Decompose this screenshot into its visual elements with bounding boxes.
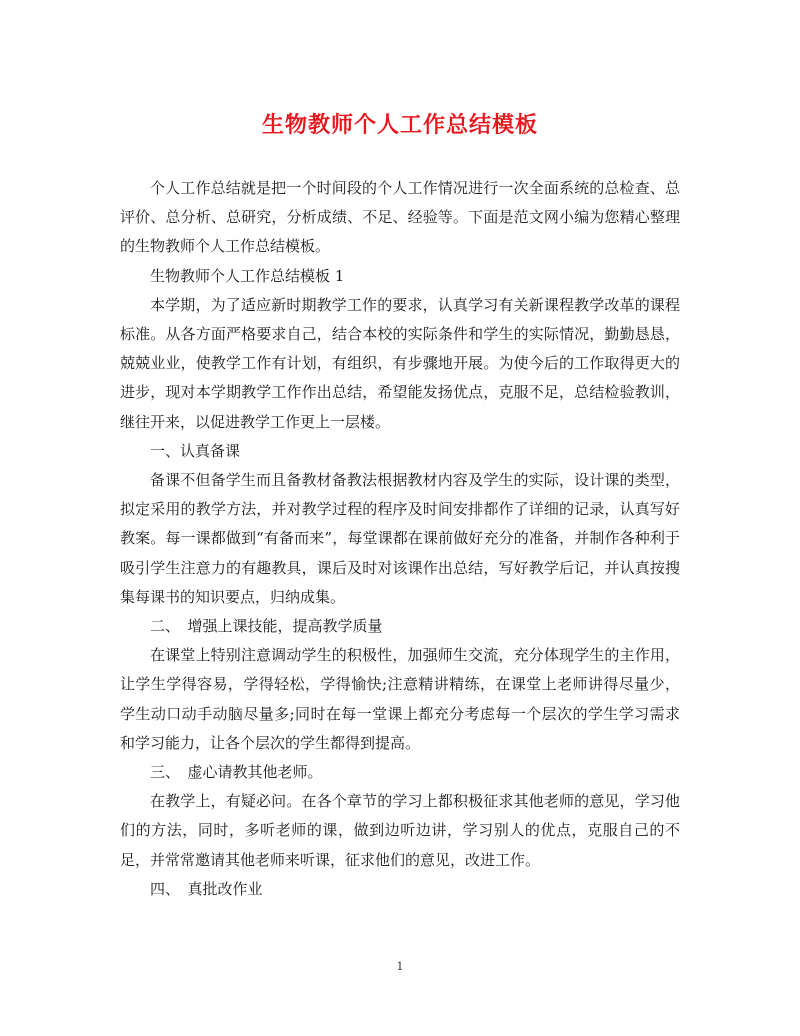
- body-paragraph: 本学期，为了适应新时期教学工作的要求，认真学习有关新课程教学改革的课程标准。从各方面严格要求自己，结合本校的实际条件和学生的实际情况，勤勤恳恳，兢兢业业，使教学工作有计划，有组织，有步骤地开展。为使今后的工作取得更大的进步，现对本学期教学工作作出总结，希望能发扬优点，克服不足，总结检验教训，继往开来，以促进教学工作更上一层楼。: [120, 295, 680, 431]
- subsection-heading: 二、 增强上课技能，提高教学质量: [150, 617, 383, 636]
- body-paragraph: 备课不但备学生而且备教材备教法根据教材内容及学生的实际，设计课的类型，拟定采用的教学方法，并对教学过程的程序及时间安排都作了详细的记录，认真写好教案。每一课都做到“有备而来”，每堂课都在课前做好充分的准备，并制作各种利于吸引学生注意力的有趣教具，课后及时对该课作出总结，写好教学后记，并认真按搜集每课书的知识要点，归纳成集。: [120, 471, 680, 606]
- document-body: [120, 174, 680, 904]
- subsection-heading: 三、 虚心请教其他老师。: [150, 763, 323, 782]
- subsection-heading: 四、 真批改作业: [150, 879, 263, 898]
- intro-paragraph: 个人工作总结就是把一个时间段的个人工作情况进行一次全面系统的总检查、总评价、总分析、总研究，分析成绩、不足、经验等。下面是范文网小编为您精心整理的生物教师个人工作总结模板。: [120, 179, 680, 256]
- document-title: 生物教师个人工作总结模板: [261, 112, 538, 138]
- page-number: 1: [396, 960, 404, 973]
- subsection-heading: 一、认真备课: [150, 441, 241, 460]
- body-paragraph: 在教学上，有疑必问。在各个章节的学习上都积极征求其他老师的意见，学习他们的方法，同时，多听老师的课，做到边听边讲，学习别人的优点，克服自己的不足，并常常邀请其他老师来听课，征求他们的意见，改进工作。: [120, 792, 680, 869]
- body-paragraph: 在课堂上特别注意调动学生的积极性，加强师生交流，充分体现学生的主作用，让学生学得容易，学得轻松，学得愉快;注意精讲精练，在课堂上老师讲得尽量少，学生动口动手动脑尽量多;同时在每一堂课上都充分考虑每一个层次的学生学习需求和学习能力，让各个层次的学生都得到提高。: [120, 646, 680, 752]
- section-title: 生物教师个人工作总结模板 1: [150, 266, 345, 285]
